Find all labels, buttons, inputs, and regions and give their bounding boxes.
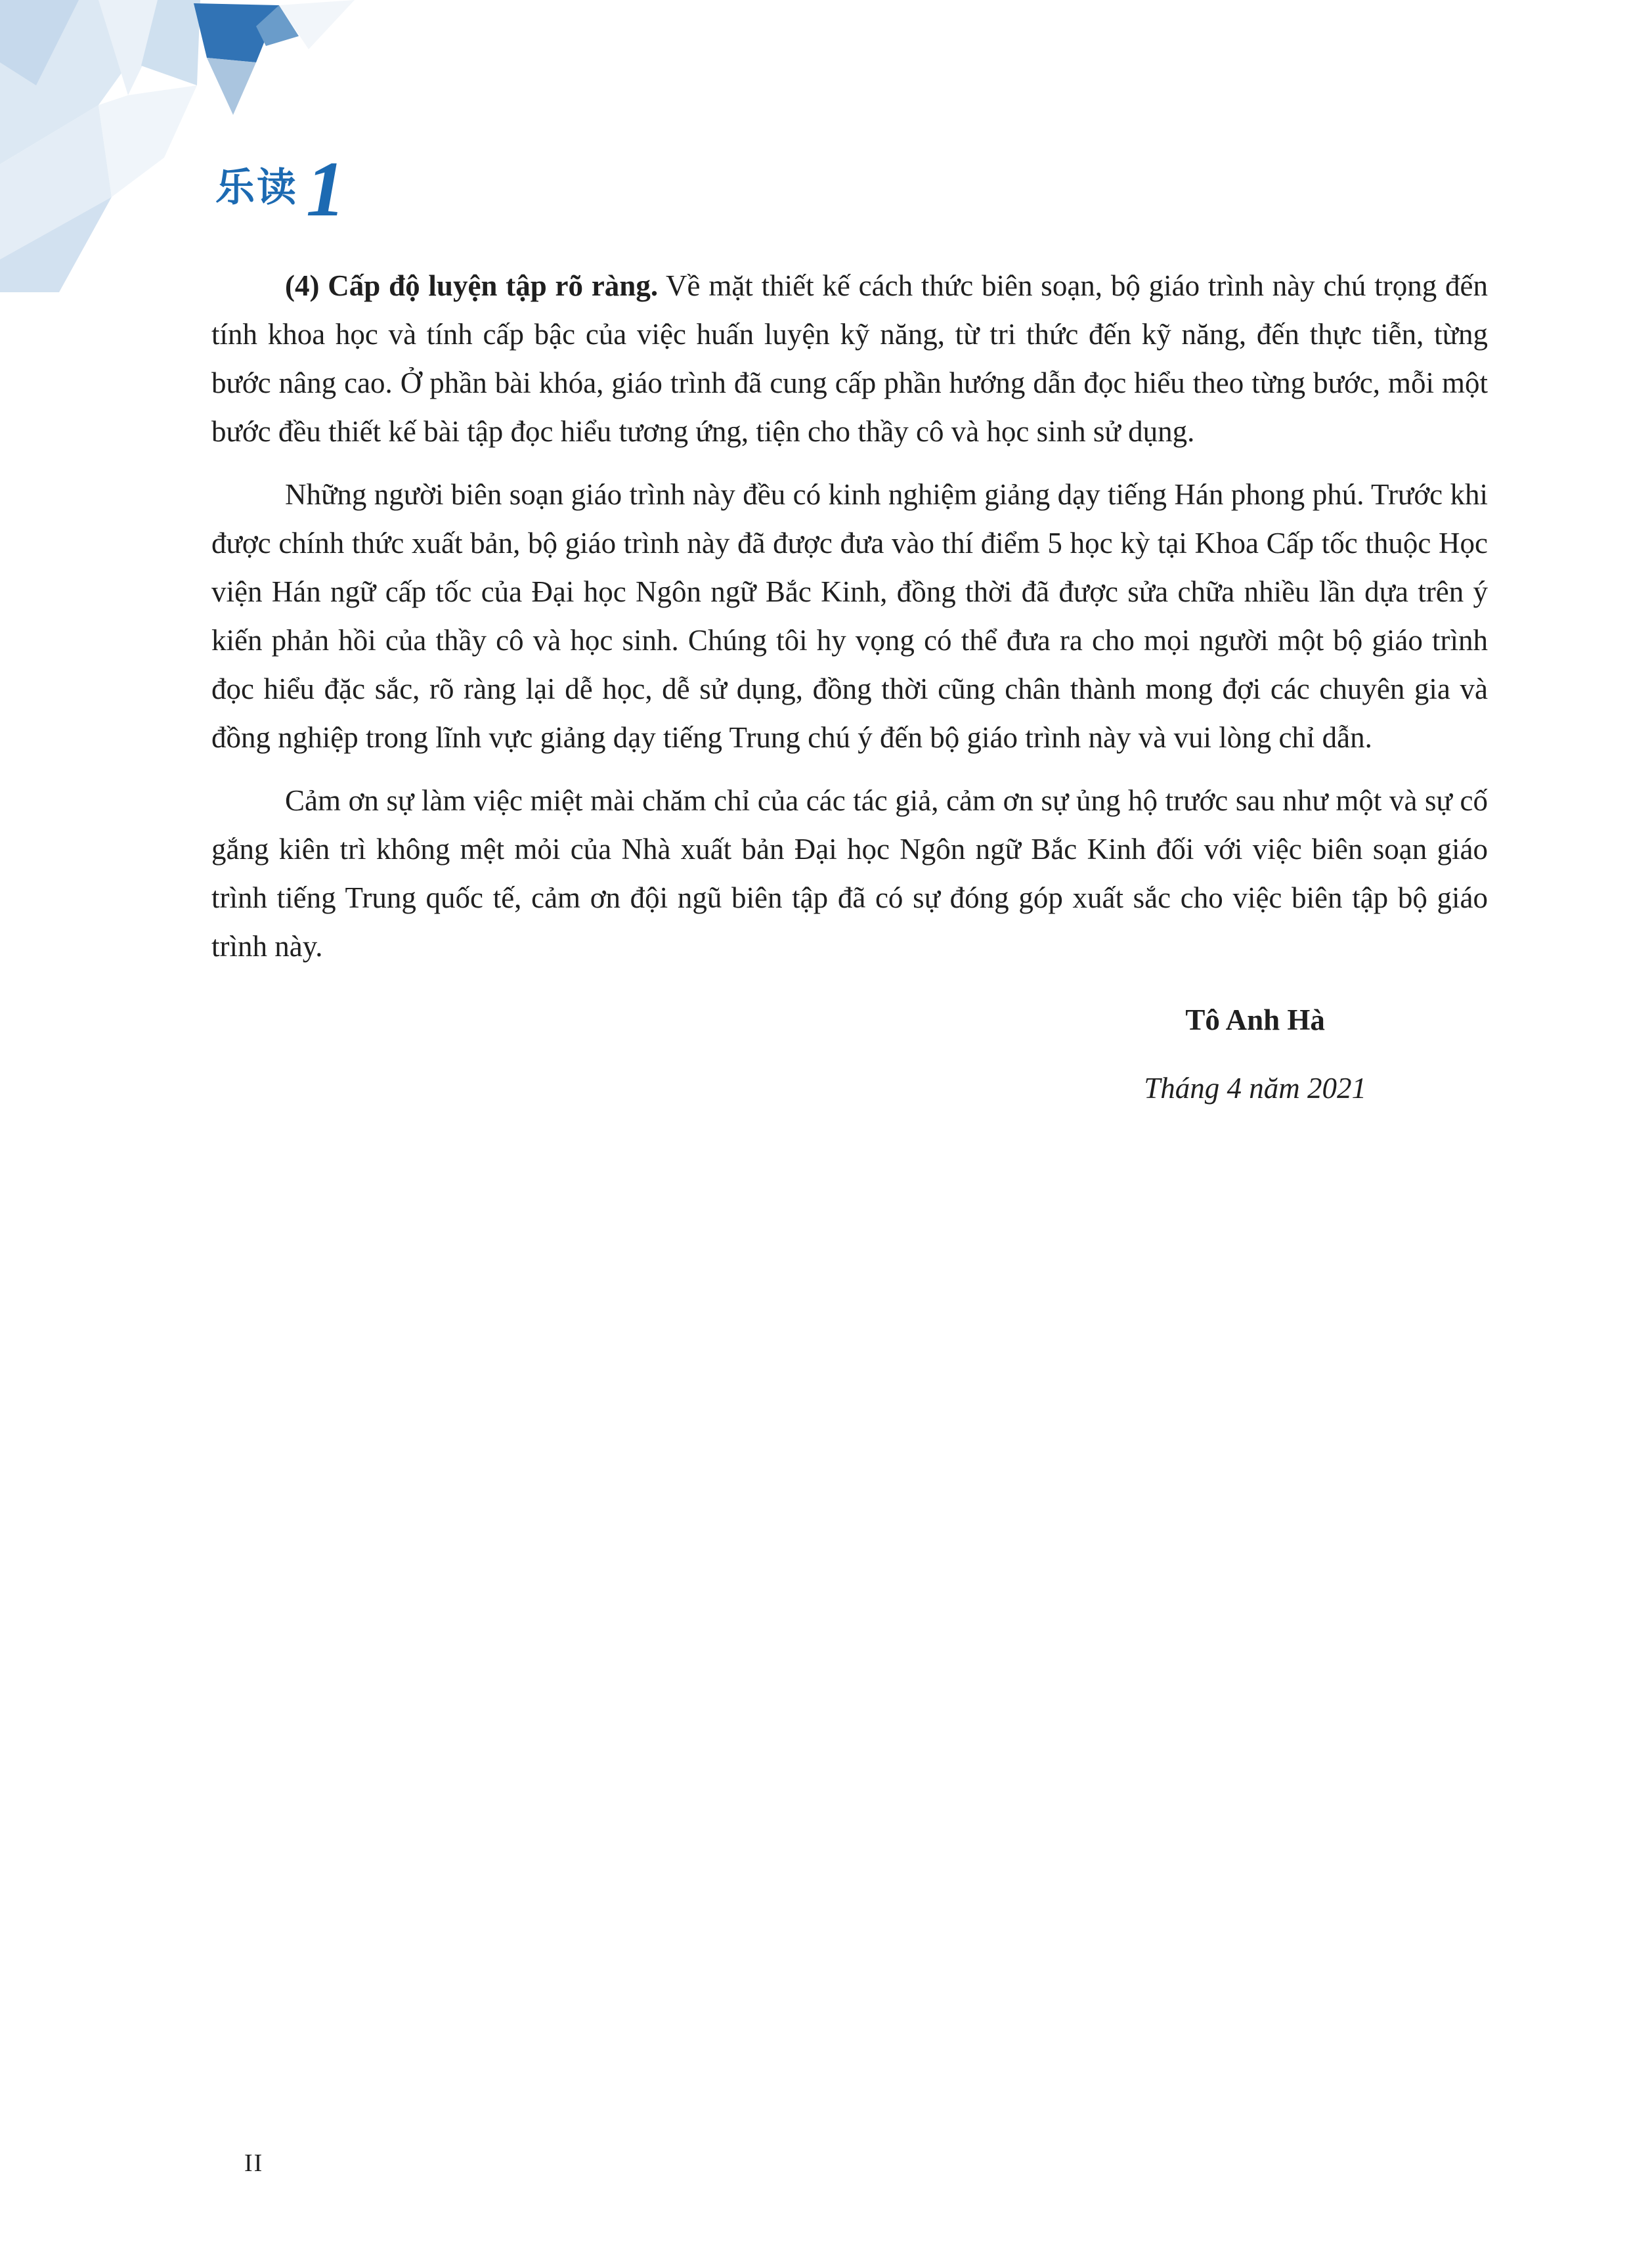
paragraph-1-lead: (4) Cấp độ luyện tập rõ ràng.: [285, 269, 659, 302]
paragraph-3: Cảm ơn sự làm việc miệt mài chăm chỉ của các tác giả, cảm ơn sự ủng hộ trước sau như một và sự cố gắng kiên trì không mệt mỏi của Nhà xuất bản Đại học Ngôn ngữ Bắc Kinh đối với việc biên soạn giáo trình tiếng Trung quốc tế, cảm ơn đội ngũ biên tập đã có sự đóng góp xuất sắc cho việc biên tập bộ giáo trình này.: [211, 784, 1488, 963]
signoff-date: Tháng 4 năm 2021: [1144, 1072, 1366, 1105]
corner-decoration: [0, 0, 512, 296]
paragraph-1: [211, 261, 1488, 456]
logo-chinese-title: 乐读: [215, 165, 298, 211]
page-number: II: [244, 2149, 264, 2177]
paragraph-2: Những người biên soạn giáo trình này đều có kinh nghiệm giảng dạy tiếng Hán phong phú. Trước khi được chính thức xuất bản, bộ giáo trình này đã được đưa vào thí điểm 5 học kỳ tại Khoa Cấp tốc thuộc Học viện Hán ngữ cấp tốc của Đại học Ngôn ngữ Bắc Kinh, đồng thời đã được sửa chữa nhiều lần dựa trên ý kiến phản hồi của thầy cô và học sinh. Chúng tôi hy vọng có thể đưa ra cho mọi người một bộ giáo trình đọc hiểu đặc sắc, rõ ràng lại dễ học, dễ sử dụng, đồng thời cũng chân thành mong đợi các chuyên gia và đồng nghiệp trong lĩnh vực giảng dạy tiếng Trung chú ý đến bộ giáo trình này và vui lòng chỉ dẫn.: [211, 478, 1488, 754]
signoff-block: [1144, 996, 1366, 1112]
author-signature: Tô Anh Hà: [1185, 1003, 1325, 1036]
paragraph-1-text: Về mặt thiết kế cách thức biên soạn, bộ giáo trình này chú trọng đến tính khoa học và tính cấp bậc của việc huấn luyện kỹ năng, từ tri thức đến kỹ năng, đến thực tiễn, từng bước nâng cao. Ở phần bài khóa, giáo trình đã cung cấp phần hướng dẫn đọc hiểu theo từng bước, mỗi một bước đều thiết kế bài tập đọc hiểu tương ứng, tiện cho thầy cô và học sinh sử dụng.: [211, 269, 1488, 448]
book-logo: [215, 145, 345, 232]
deco-polygon: [207, 58, 256, 115]
deco-polygon: [98, 85, 197, 197]
page-body: [211, 261, 1488, 1112]
logo-volume-number: 1: [306, 145, 345, 232]
